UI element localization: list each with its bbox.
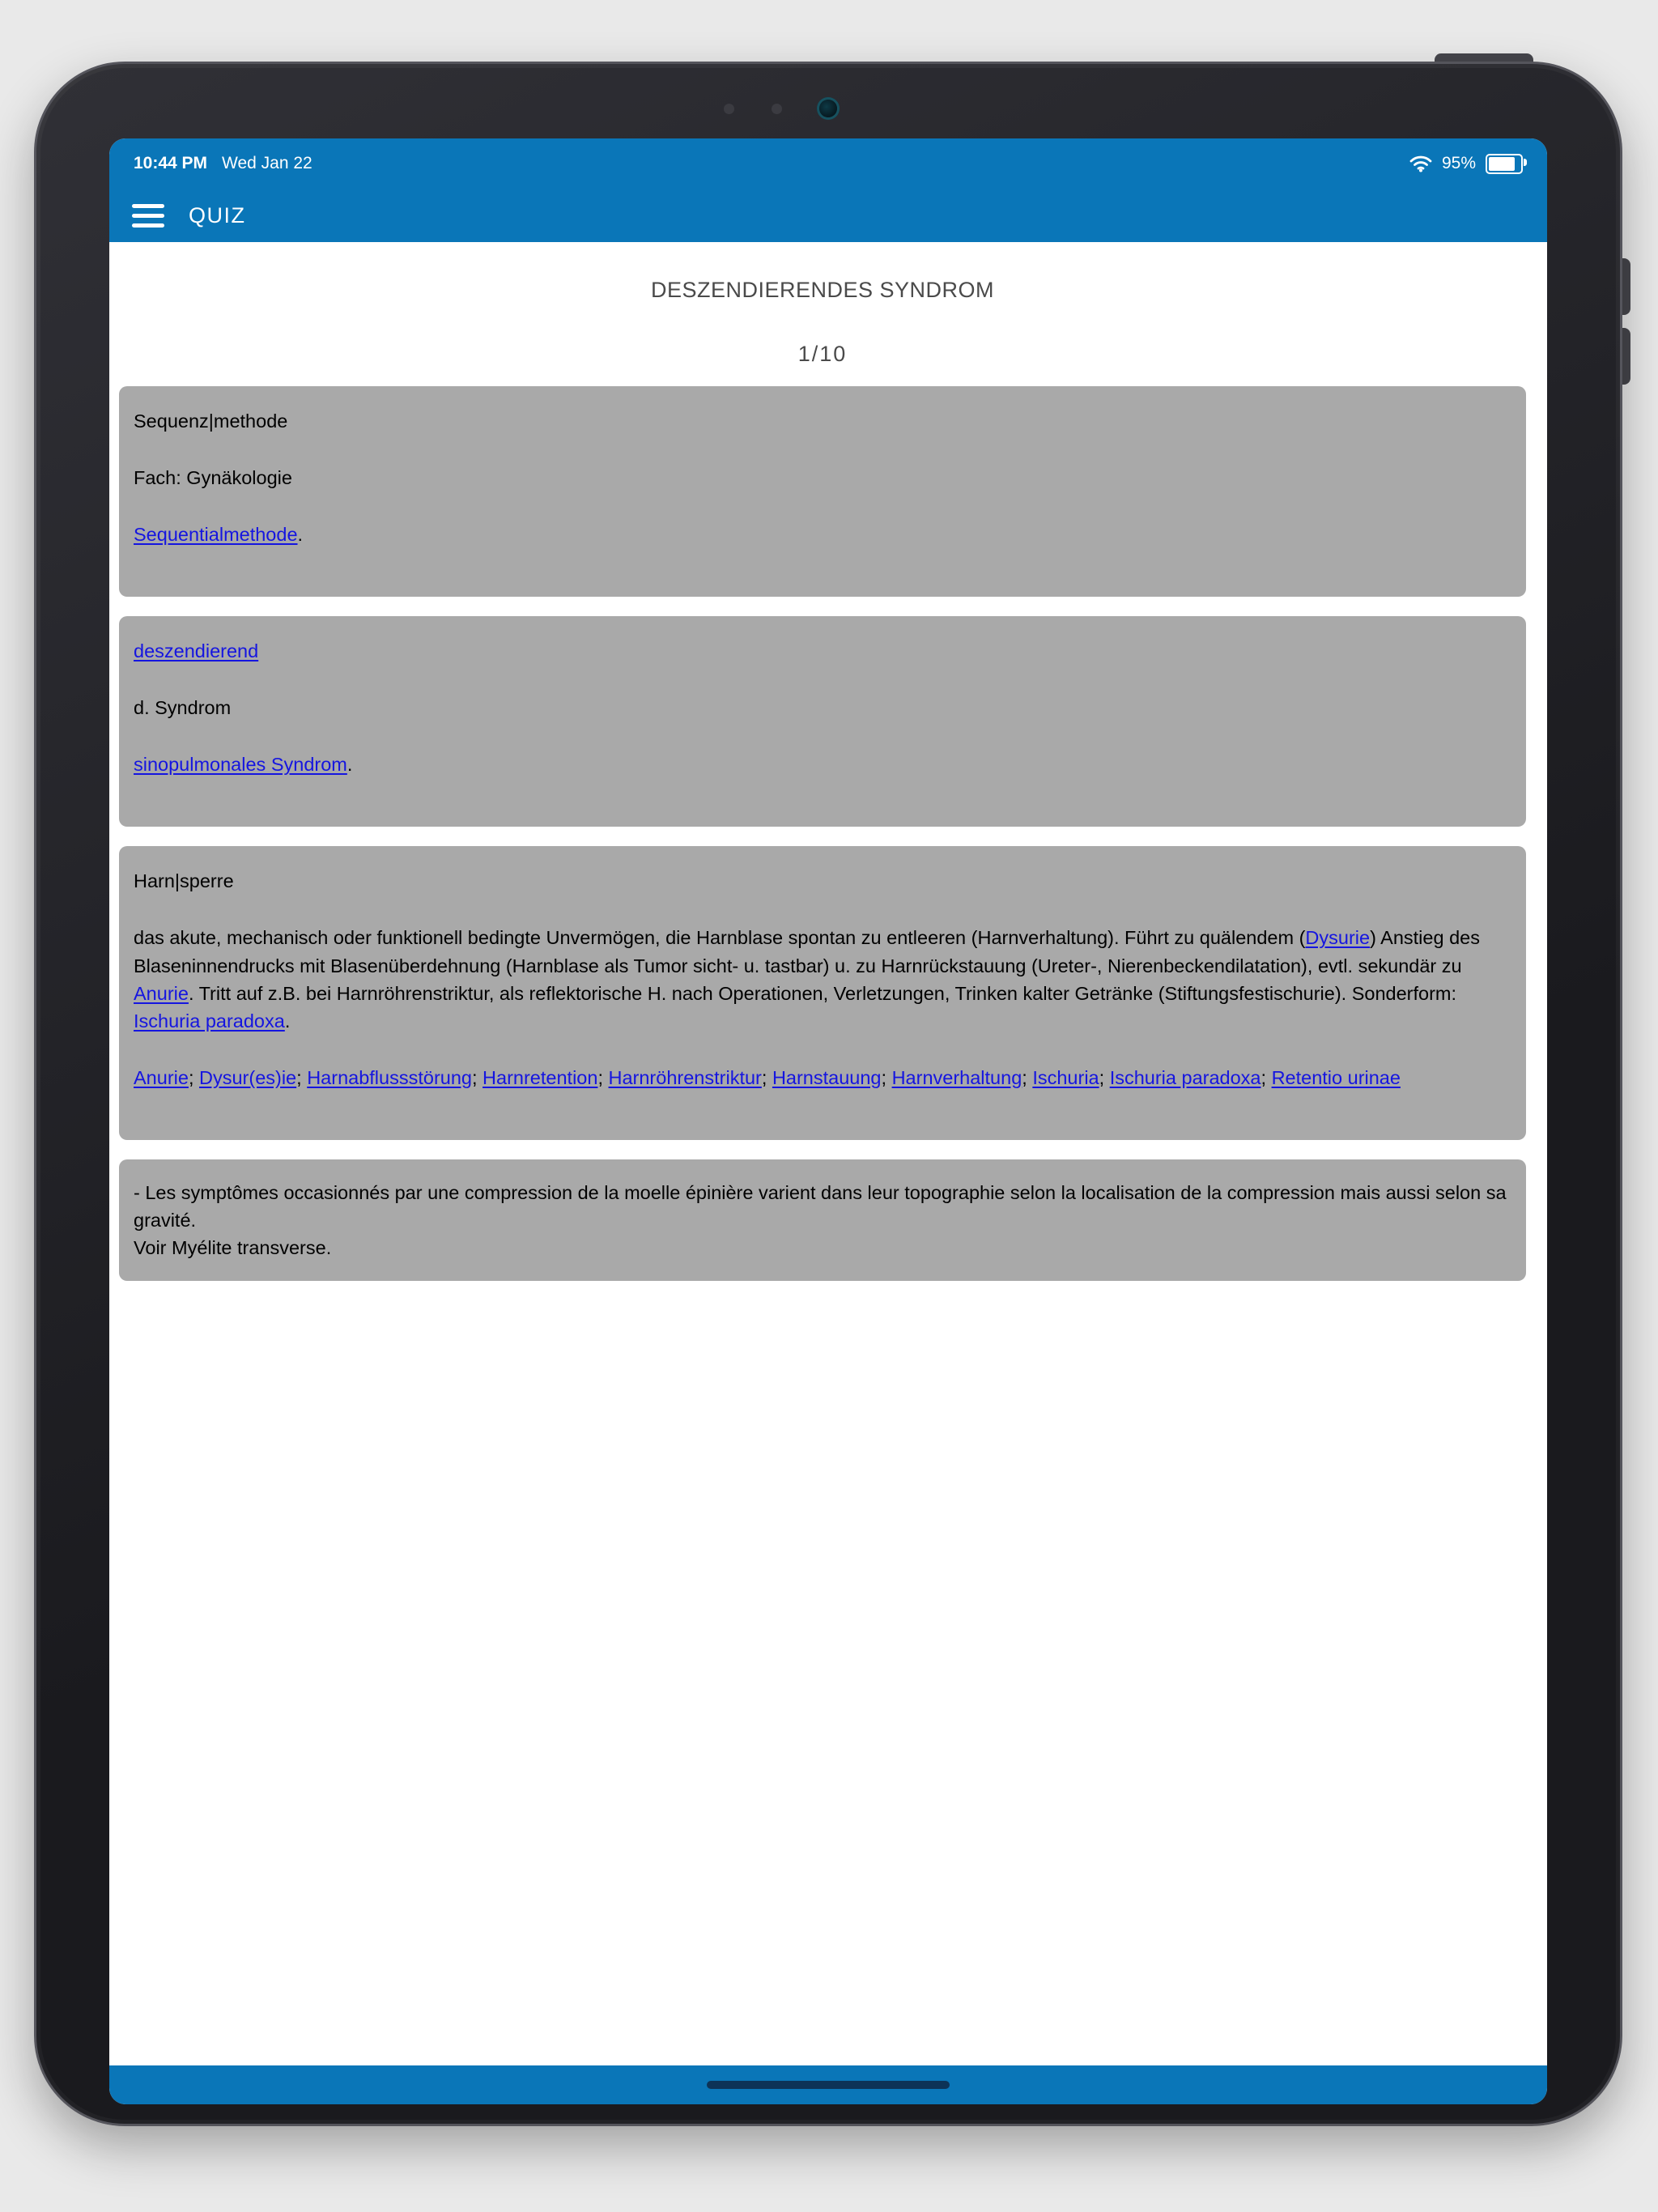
card-paragraph [134,1179,1511,1234]
term-link[interactable]: Anurie [134,1066,189,1088]
card-text: . [297,524,304,546]
date: Wed Jan 22 [222,154,312,172]
home-indicator[interactable] [707,2081,950,2089]
term-link[interactable]: Ischuria [1032,1066,1099,1088]
term-link[interactable]: Dysur(es)ie [199,1066,297,1088]
clock: 10:44 PM [134,154,208,172]
card-paragraph [134,464,1511,491]
status-right [1409,154,1523,174]
term-link[interactable]: deszendierend [134,640,259,662]
card-text: ; [1022,1066,1033,1088]
battery-fill [1489,157,1515,171]
quiz-content[interactable] [109,242,1547,2065]
app-bar [109,189,1547,242]
card-text: Fach: Gynäkologie [134,467,292,489]
card-text: Sequenz|methode [134,410,288,432]
term-link[interactable]: Ischuria paradoxa [134,1010,285,1032]
front-camera-cluster [724,100,837,117]
card-paragraph [134,1064,1511,1091]
card-paragraph [134,867,1511,895]
card-text: d. Syndrom [134,697,232,719]
quiz-card-note [119,1159,1526,1281]
card-text: ; [1261,1066,1272,1088]
card-paragraph [134,751,1511,778]
card-text: - Les symptômes occasionnés par une compression de la moelle épinière varient dans leur topographie selon la localisation de la compression mais aussi selon sa gravité. [134,1181,1507,1231]
term-link[interactable]: Dysurie [1305,927,1371,949]
quiz-card-term [119,616,1526,827]
battery-percent: 95% [1441,154,1476,172]
status-bar [109,138,1547,189]
bottom-bar [109,2065,1547,2104]
card-paragraph [134,521,1511,548]
card-text: ; [597,1066,609,1088]
term-link[interactable]: Harnstauung [772,1066,882,1088]
term-link[interactable]: Anurie [134,982,189,1004]
card-text: ; [471,1066,483,1088]
quiz-card-definition [119,846,1526,1139]
card-text: . Tritt auf z.B. bei Harnröhrenstriktur, als reflektorische H. nach Operationen, Verletzungen, Trinken kalter Getränke (Stiftungsfestischurie). Sonderform: [188,982,1457,1004]
card-text: Harn|sperre [134,870,234,892]
term-link[interactable]: Harnretention [483,1066,598,1088]
term-link[interactable]: Ischuria paradoxa [1109,1066,1261,1088]
term-link[interactable]: Sequentialmethode [134,524,298,546]
sensor-dot-icon [772,104,782,114]
app-title: QUIZ [189,202,246,228]
hamburger-icon [132,204,164,208]
sensor-dot-icon [724,104,734,114]
hamburger-icon [132,223,164,228]
card-text: . [284,1010,291,1032]
device-frame [34,62,1622,2126]
card-text: Voir Myélite transverse. [134,1236,332,1258]
card-text: ; [881,1066,892,1088]
card-text: ; [296,1066,308,1088]
card-paragraph [134,924,1511,1034]
menu-button[interactable] [132,204,164,228]
tablet-device [34,62,1622,2126]
term-link[interactable]: sinopulmonales Syndrom [134,754,347,776]
card-text: ) Anstieg des Blaseninnendrucks mit Blasenüberdehnung (Harnblase als Tumor sicht- u. tastbar) u. zu Harnrückstauung (Ureter-, Nierenbeckendilatation), evtl. sekundär zu [134,927,1480,976]
card-paragraph [134,637,1511,665]
quiz-card-question [119,386,1526,597]
quiz-progress: 1/10 [797,342,848,366]
front-camera-lens [819,100,837,117]
hamburger-icon [132,214,164,218]
card-text: ; [188,1066,199,1088]
term-link[interactable]: Harnabflussstörung [307,1066,472,1088]
card-paragraph [134,1234,1511,1261]
card-text: ; [761,1066,772,1088]
wifi-icon [1409,155,1432,172]
term-link[interactable]: Retentio urinae [1271,1066,1401,1088]
card-text: ; [1099,1066,1110,1088]
battery-icon [1486,154,1523,174]
status-left [134,154,312,173]
quiz-title: DESZENDIERENDES SYNDROM [650,278,995,302]
term-link[interactable]: Harnverhaltung [891,1066,1022,1088]
card-text: das akute, mechanisch oder funktionell bedingte Unvermögen, die Harnblase spontan zu entleeren (Harnverhaltung). Führt zu quälendem ( [134,927,1306,949]
card-paragraph [134,694,1511,721]
term-link[interactable]: Harnröhrenstriktur [608,1066,762,1088]
screen [109,138,1547,2104]
card-paragraph [134,407,1511,435]
card-text: . [346,754,353,776]
